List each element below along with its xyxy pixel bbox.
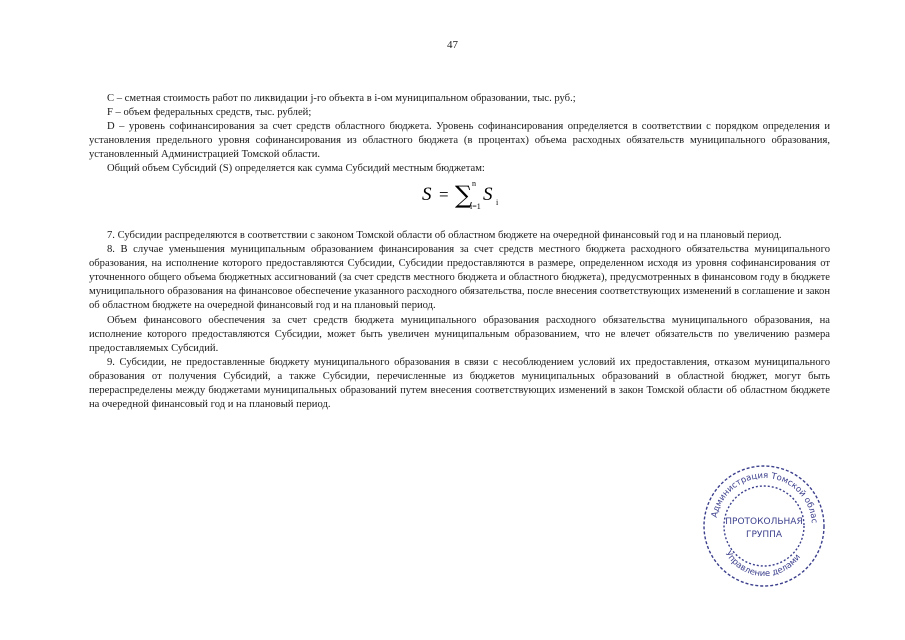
paragraph-7: 7. Субсидии распределяются в соответствии с законом Томской области об областном бюджете на очередной финансовый год и на плановый период. [107,230,782,241]
paragraph-9: 9. Субсидии, не предоставленные бюджету муниципального образования в связи с несоблюдением условий их предоставления, отказом муниципального образования от получения Субсидий, а также Субсидии, перечисленные из бюджетов муниципальных образований в областной бюджет, могут быть перераспределены между бюджетами муниципальных образований путем внесения соответствующих изменений в закон Томской области об областном бюджете на очередной финансовый год и на плановый период. [89,356,830,411]
stamp-line-2: ГРУППА [745,530,783,540]
main-section [89,229,830,412]
d-definition: D – уровень софинансирования за счет средств областного бюджета. Уровень софинансирования определяется в соответствии с порядком определения и установления предельного уровня софинансирования из областного бюджета (в процентах) объема расходных обязательств муниципального образования, установленный Администрацией Томской области. [89,121,830,161]
paragraph-8-continuation: Объем финансового обеспечения за счет средств бюджета муниципального образования расходного обязательства муниципального образования, на исполнение которого предоставляются Субсидии, может быть увеличен муниципальным образованием, что не влечет обязательств по увеличению размера предоставляемых Субсидий. [89,314,830,354]
formula-lhs: S [422,184,432,205]
stamp-ring-top-text: Администрация Томской облас [709,470,819,524]
formula-equals: = [439,185,449,204]
formula-sum-sign: ∑ [455,181,473,209]
official-stamp [700,462,828,590]
sum-formula [420,176,530,212]
formula-term: S [483,184,493,205]
total-subsidies-intro: Общий объем Субсидий (S) определяется как сумма Субсидий местным бюджетам: [107,163,485,175]
intro-section [89,92,830,177]
formula-upper-limit: n [472,179,476,188]
formula-lower-limit: i=1 [470,202,481,211]
f-definition: F – объем федеральных средств, тыс. рублей; [107,107,312,119]
paragraph-8: 8. В случае уменьшения муниципальным образованием финансирования за счет средств местного бюджета расходного обязательства муниципального образования, на исполнение которого предоставляются Субсидии, Субсидии предоставляются в размере, определенном исходя из уровня софинансирования от уточненного общего объема бюджетных ассигнований (за счет средств местного бюджета и областного бюджета), предусмотренных в финансовом году в бюджете муниципального образования на финансовое обеспечение указанного расходного обязательства, после внесения соответствующих изменений в соглашение и закон об областном бюджете на очередной финансовый год и на плановый период. [89,244,830,312]
stamp-ring-bottom-text: Управление делами [722,549,803,580]
stamp-line-1: ПРОТОКОЛЬНАЯ [725,517,803,527]
c-definition: C – сметная стоимость работ по ликвидации j-го объекта в i-ом муниципальном образовании, тыс. руб.; [107,93,576,104]
page-number: 47 [447,39,458,51]
formula-term-subscript: i [496,198,499,207]
